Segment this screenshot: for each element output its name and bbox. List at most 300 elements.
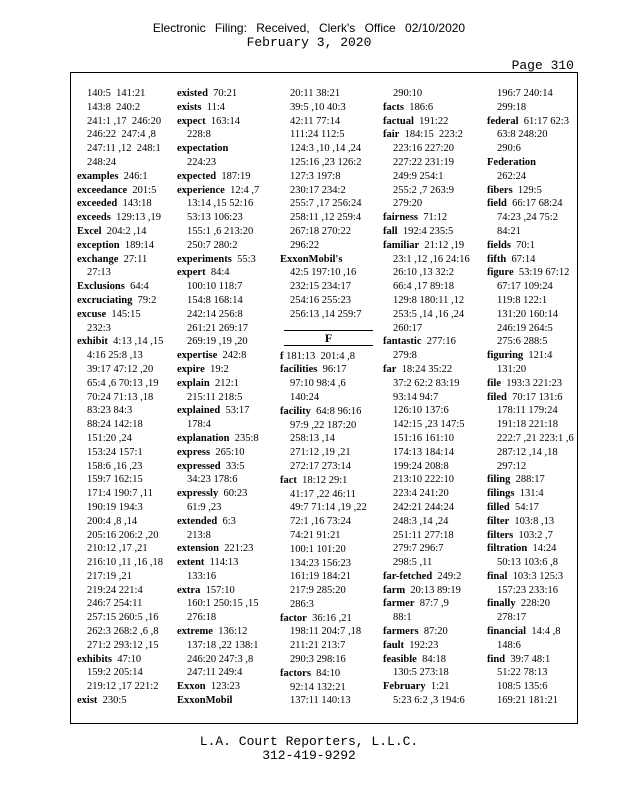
index-references: 121:4 [523,350,553,362]
index-entry [177,363,275,377]
index-references: 200:4 ,8 ,14 [87,515,138,527]
index-references: 219:24 221:4 [87,584,143,596]
index-references: 14:4 ,8 [526,626,561,638]
index-references: 213:8 [187,529,211,541]
index-entry-continuation [77,597,173,611]
index-entry-continuation [177,529,275,543]
index-column-4 [383,87,481,708]
index-references: 232:3 [87,322,111,334]
index-references: 84:10 [310,667,341,679]
index-entry [177,515,275,529]
index-references: 223:4 241:20 [393,488,449,500]
index-entry [280,474,377,488]
index-headword: fair [383,129,400,141]
index-entry-continuation [77,87,173,101]
index-references: 70:24 71:13 ,18 [87,391,154,403]
index-references: 119:8 122:1 [497,294,548,306]
index-references: 23:1 ,12 ,16 24:16 [393,253,470,265]
index-entry [280,405,377,419]
index-entry [280,612,377,626]
index-entry-continuation [77,501,173,515]
index-references: 27:11 [118,253,148,265]
index-entry [487,115,577,129]
index-references: 66:17 68:24 [506,198,563,210]
index-references: 199:24 208:8 [393,460,449,472]
index-entry [77,694,173,708]
index-headword: Federation [487,156,536,168]
index-references: 178:11 179:24 [497,405,558,417]
index-entry-continuation [487,101,577,115]
index-references: 64:8 96:16 [310,405,362,417]
index-entry-continuation [77,115,173,129]
index-entry [487,653,577,667]
index-entry [383,335,481,349]
index-entry [487,597,577,611]
index-entry [383,680,481,694]
index-entry-continuation [383,142,481,156]
index-references: 254:16 255:23 [290,294,351,306]
index-references: 222:7 ,21 223:1 ,6 [497,432,574,444]
index-entry-continuation [177,294,275,308]
index-headword: exceedance [77,184,128,196]
index-entry-continuation [77,432,173,446]
index-entry-continuation [487,128,577,142]
index-references: 126:10 137:6 [393,405,449,417]
index-entry-continuation [280,87,377,101]
index-entry-continuation [280,625,377,639]
index-headword: filing [487,474,511,486]
index-entry [280,350,377,364]
index-headword: fact [280,474,297,486]
index-references: 97:9 ,22 187:20 [290,419,357,431]
index-entry-continuation [77,391,173,405]
index-headword: filters [487,529,514,541]
index-references: 213:10 222:10 [393,474,454,486]
index-headword: explained [177,405,221,417]
index-references: 124:3 ,10 ,14 ,24 [290,143,362,155]
index-references: 190:19 194:3 [87,501,143,513]
index-references: 108:5 135:6 [497,681,548,693]
index-headword: fantastic [383,336,422,348]
index-headword: f [280,350,284,362]
index-entry [77,197,173,211]
index-entry [383,115,481,129]
index-entry-continuation [280,280,377,294]
index-entry-continuation [177,156,275,170]
index-entry [177,170,275,184]
index-entry-continuation [280,446,377,460]
index-entry-continuation [77,680,173,694]
index-entry [383,128,481,142]
index-entry-continuation [77,570,173,584]
index-entry-continuation [383,473,481,487]
index-entry-continuation [487,404,577,418]
index-headword: explain [177,377,210,389]
index-entry-continuation [77,101,173,115]
index-headword: Excel [77,225,102,237]
index-entry-continuation [280,211,377,225]
index-entry-continuation [280,501,377,515]
index-entry-continuation [383,487,481,501]
index-references: 96:17 [317,364,347,376]
index-entry [487,487,577,501]
index-entry-continuation [487,584,577,598]
index-references: 140:5 141:21 [87,88,146,99]
index-references: 54:17 [509,501,539,513]
index-entry-continuation [177,128,275,142]
index-headword: exchange [77,253,119,265]
index-entry [77,308,173,322]
index-references: 192:4 235:5 [397,225,454,237]
index-entry-continuation [280,197,377,211]
index-entry [383,101,481,115]
index-entry-continuation [77,529,173,543]
index-references: 224:23 [187,156,217,168]
index-references: 217:19 ,21 [87,570,132,582]
index-references: 215:11 218:5 [187,391,243,403]
index-references: 181:13 201:4 ,8 [283,350,355,362]
index-references: 219:12 ,17 221:2 [87,681,159,693]
index-references: 249:2 [432,570,462,582]
index-references: 143:18 [117,198,152,210]
index-references: 157:23 233:16 [497,584,558,596]
index-references: 131:20 [497,363,527,375]
index-references: 100:1 101:20 [290,543,346,555]
index-references: 72:1 ,16 73:24 [290,516,351,528]
index-references: 248:24 [87,156,117,168]
index-references: 49:7 71:14 ,19 ,22 [290,502,367,514]
index-references: 184:15 223:2 [399,129,463,141]
index-references: 140:24 [290,391,320,403]
index-references: 272:17 273:14 [290,460,351,472]
index-references: 36:16 ,21 [306,612,352,624]
index-entry [177,142,275,156]
index-headword: exists [177,101,202,113]
index-references: 279:8 [393,350,417,362]
index-references: 4:16 25:8 ,13 [87,350,143,362]
index-entry [177,432,275,446]
index-references: 47:10 [112,653,142,665]
index-entry [487,625,577,639]
index-entry-continuation [383,694,481,708]
index-entry-continuation [487,460,577,474]
index-entry-continuation [487,87,577,101]
index-entry-continuation [487,363,577,377]
index-entry [487,391,577,405]
index-headword: file [487,377,501,389]
filing-stamp: Electronic Filing: Received, Clerk's Office 02/10/2020 [152,21,466,35]
index-entry [177,349,275,363]
index-references: 87:7 ,9 [414,598,449,610]
index-entry-continuation [177,653,275,667]
index-entry [177,487,275,501]
index-entry [177,377,275,391]
index-references: 290:6 [497,143,521,155]
index-entry-continuation [177,473,275,487]
index-references: 159:2 205:14 [87,667,143,679]
index-headword: final [487,570,508,582]
index-headword: field [487,198,507,210]
index-references: 53:13 106:23 [187,212,243,224]
index-entry-continuation [487,170,577,184]
index-entry [487,377,577,391]
index-headword: filings [487,488,515,500]
index-references: 11:4 [201,101,226,113]
index-entry [77,653,173,667]
index-references: 221:23 [219,543,254,555]
index-headword: filed [487,391,507,403]
index-entry [383,653,481,667]
index-headword: February [383,681,426,693]
index-references: 131:4 [514,488,544,500]
index-references: 227:22 231:19 [393,156,454,168]
index-references: 39:5 ,10 40:3 [290,101,346,113]
index-references: 242:8 [217,350,247,362]
index-references: 134:23 156:23 [290,557,351,569]
index-entry-continuation [177,597,275,611]
index-references: 246:7 254:11 [87,598,143,610]
index-references: 251:11 277:18 [393,529,454,541]
index-headword: financial [487,626,527,638]
index-references: 275:6 288:5 [497,336,548,348]
index-headword: federal [487,115,519,127]
index-references: 143:8 240:2 [87,101,141,113]
index-entry-continuation [383,184,481,198]
filing-date: February 3, 2020 [246,35,372,50]
index-entry-continuation [280,584,377,598]
index-references: 131:20 160:14 [497,308,558,320]
index-column-1 [77,87,173,708]
index-entry [280,363,377,377]
index-references: 247:11 249:4 [187,667,243,679]
word-index-box [70,72,578,724]
index-references: 60:23 [218,488,248,500]
index-headword: extended [177,515,218,527]
index-references: 258:11 ,12 259:4 [290,212,362,224]
index-entry-continuation [280,308,377,322]
index-entry-continuation [177,418,275,432]
index-entry [177,584,275,598]
index-references: 286:3 [290,598,314,610]
index-entry [77,294,173,308]
index-references: 33:5 [220,460,245,472]
index-references: 198:11 204:7 ,18 [290,626,362,638]
index-references: 4:13 ,14 ,15 [107,336,164,348]
index-references: 18:24 35:22 [396,363,453,375]
index-references: 201:5 [127,184,157,196]
index-entry-continuation [280,557,377,571]
index-references: 114:13 [204,557,239,569]
index-references: 271:12 ,19 ,21 [290,447,351,459]
index-headword: fairness [383,212,418,224]
index-references: 39:17 47:12 ,20 [87,363,154,375]
index-entry [487,239,577,253]
index-entry-continuation [383,87,481,101]
index-entry-continuation [177,322,275,336]
index-references: 205:16 206:2 ,20 [87,529,159,541]
index-entry-continuation [383,556,481,570]
index-entry-continuation [280,128,377,142]
index-entry-continuation [77,418,173,432]
index-entry-continuation [383,446,481,460]
index-references: 191:18 221:18 [497,419,558,431]
index-references: 63:8 248:20 [497,129,548,141]
index-references: 246:19 264:5 [497,322,553,334]
index-entry [487,197,577,211]
index-references: 246:1 [118,170,148,182]
index-entry-continuation [383,170,481,184]
index-headword: find [487,653,506,665]
index-headword: far-fetched [383,570,433,582]
index-entry [487,156,577,170]
index-references: 211:21 213:7 [290,640,346,652]
index-entry-continuation [383,253,481,267]
index-entry-continuation [177,570,275,584]
index-references: 296:22 [290,239,320,251]
index-headword: facilities [280,364,318,376]
index-entry-continuation [280,488,377,502]
index-references: 129:8 180:11 ,12 [393,294,465,306]
index-entry-continuation [177,639,275,653]
index-references: 71:12 [418,212,448,224]
index-references: 262:24 [497,170,527,182]
index-headword: exist [77,695,98,707]
index-headword: extension [177,543,219,555]
index-references: 186:6 [404,101,434,113]
index-entry-continuation [280,225,377,239]
index-entry-continuation [280,515,377,529]
index-references: 249:9 254:1 [393,170,444,182]
index-references: 84:18 [416,653,446,665]
index-references: 279:20 [393,198,423,210]
index-references: 250:7 280:2 [187,239,238,251]
index-references: 256:13 ,14 259:7 [290,308,362,320]
index-headword: ExxonMobil's [280,253,343,265]
index-entry [177,460,275,474]
index-references: 19:2 [204,363,229,375]
index-entry-continuation [383,611,481,625]
index-references: 103:2 ,7 [513,529,553,541]
index-entry-continuation [280,101,377,115]
index-entry [487,349,577,363]
index-entry [177,542,275,556]
index-references: 217:9 285:20 [290,585,346,597]
index-references: 53:17 [220,405,250,417]
index-references: 129:5 [512,184,542,196]
index-references: 129:13 ,19 [110,212,161,224]
footer-company: L.A. Court Reporters, L.L.C. [199,734,419,749]
index-entry-continuation [280,419,377,433]
index-entry [177,184,275,198]
index-references: 123:23 [205,681,241,693]
index-references: 136:12 [212,626,248,638]
index-entry-continuation [77,446,173,460]
index-entry-continuation [383,377,481,391]
index-references: 174:13 184:14 [393,446,454,458]
index-entry [77,225,173,239]
index-headword: feasible [383,653,417,665]
index-references: 262:3 268:2 ,6 ,8 [87,626,159,638]
index-headword: exhibit [77,336,108,348]
index-entry-continuation [177,666,275,680]
index-entry-continuation [280,694,377,708]
index-references: 142:15 ,23 147:5 [393,419,465,431]
index-references: 269:19 ,19 ,20 [187,336,248,348]
index-references: 241:1 ,17 246:20 [87,115,162,127]
index-entry [280,253,377,267]
index-entry-continuation [383,391,481,405]
index-references: 258:13 ,14 [290,433,335,445]
index-references: 103:3 125:3 [507,570,564,582]
index-references: 228:20 [515,598,551,610]
index-references: 103:8 ,13 [509,515,555,527]
index-entry-continuation [280,239,377,253]
index-references: 42:11 77:14 [290,115,341,127]
index-headword: fault [383,639,404,651]
index-references: 212:1 [209,377,239,389]
index-references: 169:21 181:21 [497,695,558,707]
index-entry-continuation [77,584,173,598]
index-entry-continuation [77,611,173,625]
index-references: 232:15 234:17 [290,281,351,293]
index-entry [383,225,481,239]
index-entry [280,667,377,681]
index-entry-continuation [177,391,275,405]
index-entry [383,584,481,598]
index-references: 290:10 [393,88,423,99]
index-references: 88:24 142:18 [87,419,143,431]
index-entry-continuation [280,184,377,198]
index-entry-continuation [280,156,377,170]
index-entry [487,501,577,515]
index-references: 12:4 ,7 [224,184,260,196]
index-entry [383,625,481,639]
index-entry-continuation [77,363,173,377]
index-references: 161:19 184:21 [290,571,351,583]
index-references: 159:7 162:15 [87,474,143,486]
index-entry-continuation [280,598,377,612]
index-entry-continuation [177,239,275,253]
index-entry [383,239,481,253]
index-headword: ExxonMobil [177,695,233,707]
index-headword: excruciating [77,294,133,306]
index-entry [177,556,275,570]
index-entry-continuation [77,142,173,156]
index-headword: examples [77,170,119,182]
index-entry-continuation [77,460,173,474]
index-references: 230:17 234:2 [290,184,346,196]
index-references: 158:6 ,16 ,23 [87,460,143,472]
index-entry-continuation [280,115,377,129]
index-entry-continuation [280,266,377,280]
index-entry-continuation [383,542,481,556]
index-column-3 [280,87,377,708]
index-headword: finally [487,598,516,610]
index-entry-continuation [177,280,275,294]
index-references: 51:22 78:13 [497,667,548,679]
index-headword: expectation [177,143,229,155]
index-references: 20:13 89:19 [405,584,461,596]
index-headword: fibers [487,184,513,196]
index-entry [383,570,481,584]
index-headword: expertise [177,350,218,362]
index-references: 74:23 ,24 75:2 [497,212,558,224]
index-references: 235:8 [229,432,259,444]
index-references: 253:5 ,14 ,16 ,24 [393,308,465,320]
index-entry-continuation [383,501,481,515]
index-entry-continuation [383,666,481,680]
index-references: 260:17 [393,322,423,334]
